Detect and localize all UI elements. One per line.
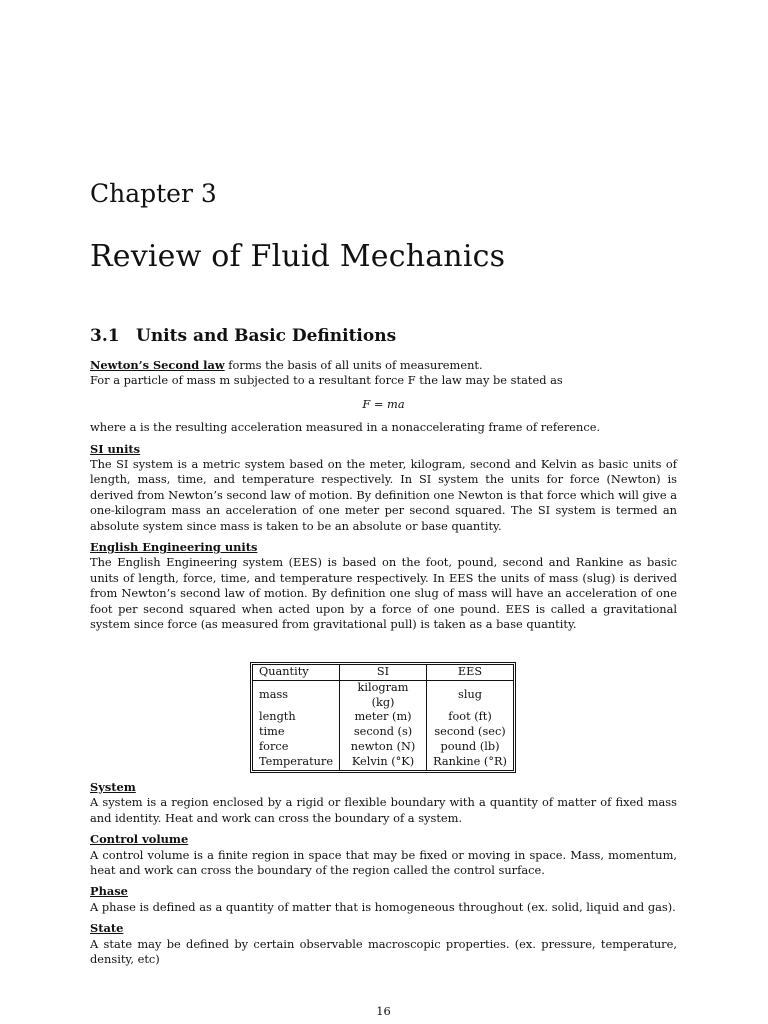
page-number: 16 bbox=[376, 1004, 391, 1018]
si-units-heading: SI units bbox=[90, 441, 141, 456]
section-body-lower bbox=[90, 774, 677, 967]
phase-definition bbox=[90, 884, 677, 915]
control-volume-heading: Control volume bbox=[90, 832, 189, 847]
table-cell: time bbox=[253, 725, 340, 740]
chapter-label: Chapter 3 bbox=[90, 179, 217, 208]
units-table bbox=[252, 664, 514, 771]
system-definition bbox=[90, 780, 677, 826]
table-cell: length bbox=[253, 710, 340, 725]
system-text: A system is a region enclosed by a rigid or flexible boundary with a quantity of matter of fixed mass and identity. Heat and work can cross the boundary of a system. bbox=[90, 795, 677, 825]
table-cell: newton (N) bbox=[340, 740, 427, 755]
intro-line-1 bbox=[90, 358, 677, 373]
state-definition bbox=[90, 921, 677, 967]
state-heading: State bbox=[90, 921, 124, 936]
section-body-upper bbox=[90, 358, 677, 633]
english-units-text: The English Engineering system (EES) is based on the foot, pound, second and Rankine as basic units of length, force, time, and temperature respectively. In EES the units of mass (slug) is derived from Newton’s second law of motion. By definition one slug of mass will have an acceleration of one foot per second squared when acted upon by a force of one pound. EES is called a gravitational system since force (as measured from gravitational pull) is taken as a base quantity. bbox=[90, 555, 677, 632]
state-text: A state may be defined by certain observable macroscopic properties. (ex. pressure, temperature, density, etc) bbox=[90, 936, 677, 967]
table-row bbox=[253, 710, 514, 725]
intro-line-2: For a particle of mass m subjected to a resultant force F the law may be stated as bbox=[90, 373, 563, 388]
intro-line-3: where a is the resulting acceleration measured in a nonaccelerating frame of reference. bbox=[90, 420, 601, 435]
table-cell: foot (ft) bbox=[448, 710, 492, 724]
document-page bbox=[90, 0, 677, 1024]
table-cell: Rankine (°R) bbox=[433, 754, 507, 768]
table-cell: second (sec) bbox=[434, 725, 506, 739]
units-table-wrapper bbox=[252, 664, 514, 771]
table-cell: slug bbox=[458, 688, 482, 702]
table-cell: meter (m) bbox=[340, 710, 427, 725]
control-volume-text: A control volume is a finite region in space that may be fixed or moving in space. Mass, momentum, heat and work can cross the boundary of the region called the control surface. bbox=[90, 847, 677, 878]
table-cell: mass bbox=[253, 680, 340, 710]
table-cell: force bbox=[253, 740, 340, 755]
intro-line-1-rest: forms the basis of all units of measurement. bbox=[224, 358, 483, 372]
table-cell: second (s) bbox=[340, 725, 427, 740]
table-row bbox=[253, 725, 514, 740]
table-cell: Kelvin (°K) bbox=[340, 755, 427, 770]
si-units-text: The SI system is a metric system based on the meter, kilogram, second and Kelvin as basic units of length, mass, time, and temperature respectively. In SI system the units for force (Newton) is derived from Newton’s second law of motion. By definition one Newton is that force which will give a one-kilogram mass an acceleration of one meter per second squared. The SI system is termed an absolute system since mass is taken to be an absolute or base quantity. bbox=[90, 457, 677, 533]
control-volume-definition bbox=[90, 832, 677, 878]
section-heading bbox=[90, 325, 396, 347]
chapter-title: Review of Fluid Mechanics bbox=[90, 239, 506, 274]
si-units-block bbox=[90, 442, 677, 534]
table-row bbox=[253, 755, 514, 770]
header-ees: EES bbox=[427, 665, 514, 681]
table-row bbox=[253, 740, 514, 755]
header-quantity: Quantity bbox=[253, 665, 340, 681]
units-table-header-row bbox=[253, 665, 514, 681]
english-units-heading: English Engineering units bbox=[90, 540, 258, 555]
table-row bbox=[253, 680, 514, 710]
phase-text: A phase is defined as a quantity of matter that is homogeneous throughout (ex. solid, liquid and gas). bbox=[90, 899, 676, 914]
table-cell: Temperature bbox=[253, 755, 340, 770]
newton-equation: F = ma bbox=[362, 396, 405, 411]
newton-second-law-term: Newton’s Second law bbox=[90, 358, 225, 372]
table-cell: kilogram (kg) bbox=[340, 680, 427, 710]
table-cell: pound (lb) bbox=[440, 739, 500, 753]
section-title: Units and Basic Definitions bbox=[136, 326, 397, 346]
system-heading: System bbox=[90, 780, 136, 794]
section-number: 3.1 bbox=[90, 326, 120, 346]
english-units-block bbox=[90, 540, 677, 632]
header-si: SI bbox=[340, 665, 427, 681]
phase-heading: Phase bbox=[90, 884, 128, 899]
